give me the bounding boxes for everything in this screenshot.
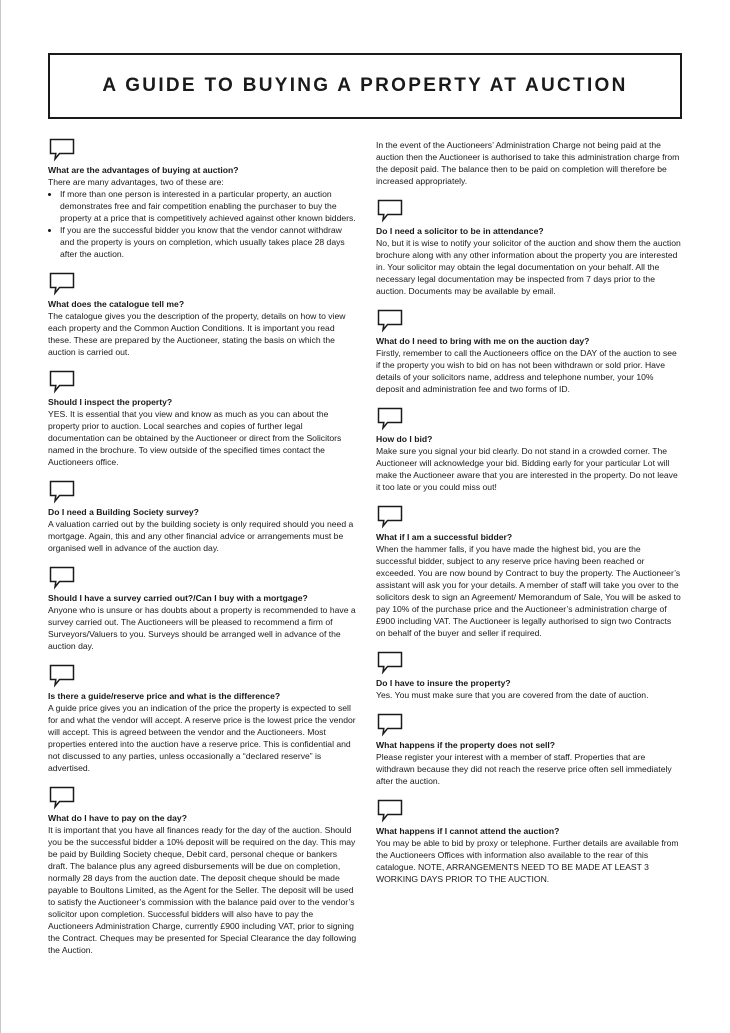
faq-question: What happens if I cannot attend the auction? [376, 826, 560, 836]
faq-section [48, 272, 358, 358]
faq-answer: A valuation carried out by the building society is only required should you need a mortgage. Again, this and any other financial advice or arrangements must be organised well in advance of the auction day. [48, 519, 354, 553]
faq-section [48, 664, 358, 774]
faq-question: How do I bid? [376, 434, 433, 444]
speech-bubble-icon [377, 799, 403, 823]
faq-answer: Firstly, remember to call the Auctioneers office on the DAY of the auction to see if the property you wish to bid on has not been withdrawn or sold prior. Have details of your solicitors name, address and telephone number, your 10% deposit and administration fee and two forms of ID. [376, 348, 677, 394]
faq-section [376, 199, 682, 297]
faq-section [376, 713, 682, 787]
speech-bubble-icon [377, 651, 403, 675]
faq-question: What if I am a successful bidder? [376, 532, 513, 542]
faq-bullet-item: • If more than one person is interested in a particular property, an auction demonstrates free and fair competition enabling the purchaser to buy the property at a price that is competitively achieved against other known bidders. [60, 188, 358, 224]
page-edge [0, 0, 1, 1033]
faq-answer: Yes. You must make sure that you are covered from the date of auction. [376, 690, 649, 700]
faq-answer: The catalogue gives you the description of the property, details on how to view each property and the Common Auction Conditions. It is important you read these. These are prepared by the Auctioneer, stating the basis on which the auction is carried out. [48, 311, 346, 357]
faq-section [376, 651, 682, 701]
speech-bubble-icon [49, 480, 75, 504]
faq-question: Do I need a solicitor to be in attendance? [376, 226, 544, 236]
faq-question: What happens if the property does not sell? [376, 740, 556, 750]
faq-question: Should I inspect the property? [48, 397, 173, 407]
faq-section [48, 370, 358, 468]
faq-bullet-item: • If you are the successful bidder you know that the vendor cannot withdraw and the property is yours on completion, which usually takes place 28 days after the auction. [60, 224, 358, 260]
speech-bubble-icon [377, 505, 403, 529]
right-column [376, 139, 682, 897]
left-column [48, 138, 358, 968]
faq-question: Is there a guide/reserve price and what is the difference? [48, 691, 281, 701]
faq-section [376, 799, 682, 885]
speech-bubble-icon [49, 370, 75, 394]
page-title: A GUIDE TO BUYING A PROPERTY AT AUCTION [102, 75, 628, 96]
speech-bubble-icon [49, 566, 75, 590]
faq-answer: YES. It is essential that you view and know as much as you can about the property prior to auction. Local searches and copies of further legal documentation can be obtained by the Auctioneer or direct from the Solicitors named in the brochure. To view outside of the specified times contact the Auctioneers office. [48, 409, 342, 467]
faq-question: What do I need to bring with me on the auction day? [376, 336, 590, 346]
speech-bubble-icon [377, 199, 403, 223]
speech-bubble-icon [377, 309, 403, 333]
faq-answer: No, but it is wise to notify your solicitor of the auction and show them the auction brochure along with any other information about the property you are interested in. Your solicitor may obtain the legal documentation on your behalf. All the necessary legal documentation may be inspected from 7 days prior to the auction. Documents may be available by email. [376, 238, 681, 296]
faq-answer: There are many advantages, two of these are: [48, 177, 224, 187]
faq-answer: When the hammer falls, if you have made the highest bid, you are the successful bidder, subject to any reserve price having been reached or exceeded. You are now bound by Contract to buy the property. The Auctioneer’s assistant will ask you for your details. A member of staff will take you over to the solicitors desk to sign an Agreement/ Memorandum of Sale, You will be asked to pay 10% of the purchase price and the Auctioneer’s administration charge of £900 including VAT. The Auctioneer is legally authorised to sign two Contracts on behalf of the buyer and seller if required. [376, 544, 681, 638]
faq-answer: A guide price gives you an indication of the price the property is expected to sell for and what the vendor will accept. A reserve price is the lowest price the vendor will accept. This is agreed between the vendor and the Auctioneers. Most properties entered into the auction have a reserve price. This is confidential and not discussed to any parties, unless occasionally a “declared reserve” is advertised. [48, 703, 356, 773]
faq-answer: Make sure you signal your bid clearly. Do not stand in a crowded corner. The Auctioneer will acknowledge your bid. Bidding early for your particular Lot will make the Auctioneer aware that you are interested in the property. Do not leave it too late or you could miss out! [376, 446, 678, 492]
faq-question: What are the advantages of buying at auction? [48, 165, 239, 175]
faq-answer: Anyone who is unsure or has doubts about a property is recommended to have a survey carried out. The Auctioneers will be pleased to recommend a firm of Surveyors/Valuers to you. Surveys should be arranged well in advance of the auction day. [48, 605, 356, 651]
title-box [48, 53, 682, 119]
faq-section [48, 138, 358, 260]
faq-question: Should I have a survey carried out?/Can I buy with a mortgage? [48, 593, 308, 603]
faq-answer: Please register your interest with a member of staff. Properties that are withdrawn because they did not reach the reserve price often sell immediately after the auction. [376, 752, 672, 786]
faq-section [376, 309, 682, 395]
faq-section [48, 566, 358, 652]
faq-bullet-list [48, 188, 358, 260]
speech-bubble-icon [49, 786, 75, 810]
faq-section [376, 407, 682, 493]
faq-answer: You may be able to bid by proxy or telephone. Further details are available from the Auctioneers Offices with information also available to the rear of this catalogue. NOTE, ARRANGEMENTS NEED TO BE MADE AT LEAST 3 WORKING DAYS PRIOR TO THE AUCTION. [376, 838, 679, 884]
speech-bubble-icon [49, 664, 75, 688]
faq-section [376, 505, 682, 639]
speech-bubble-icon [49, 138, 75, 162]
speech-bubble-icon [377, 407, 403, 431]
faq-answer: It is important that you have all finances ready for the day of the auction. Should you be the successful bidder a 10% deposit will be required on the day. This may be paid by Building Society cheque, Debit card, personal cheque or bankers draft. The balance plus any agreed disbursements will be due on completion, normally 28 days from the auction date. The deposit cheque should be made payable to Boultons Limited, as the Agent for the Seller. The deposit will be used to satisfy the Auctioneer’s commission with the balance paid over to the vendor’s solicitor upon completion. Successful bidders will also have to pay the Auctioneers Administration Charge, currently £900 including VAT, prior to signing the Contract. Cheques may be presented for Special Clearance the day following the Auction. [48, 825, 357, 955]
speech-bubble-icon [49, 272, 75, 296]
faq-question: Do I need a Building Society survey? [48, 507, 199, 517]
faq-question: What does the catalogue tell me? [48, 299, 185, 309]
faq-section [48, 786, 358, 956]
faq-section [48, 480, 358, 554]
faq-question: Do I have to insure the property? [376, 678, 511, 688]
right-column-intro: In the event of the Auctioneers’ Administration Charge not being paid at the auction then the Auctioneer is authorised to take this administration charge from the deposit paid. The balance then to be paid on completion will therefore be increased appropriately. [376, 140, 680, 186]
faq-question: What do I have to pay on the day? [48, 813, 187, 823]
speech-bubble-icon [377, 713, 403, 737]
